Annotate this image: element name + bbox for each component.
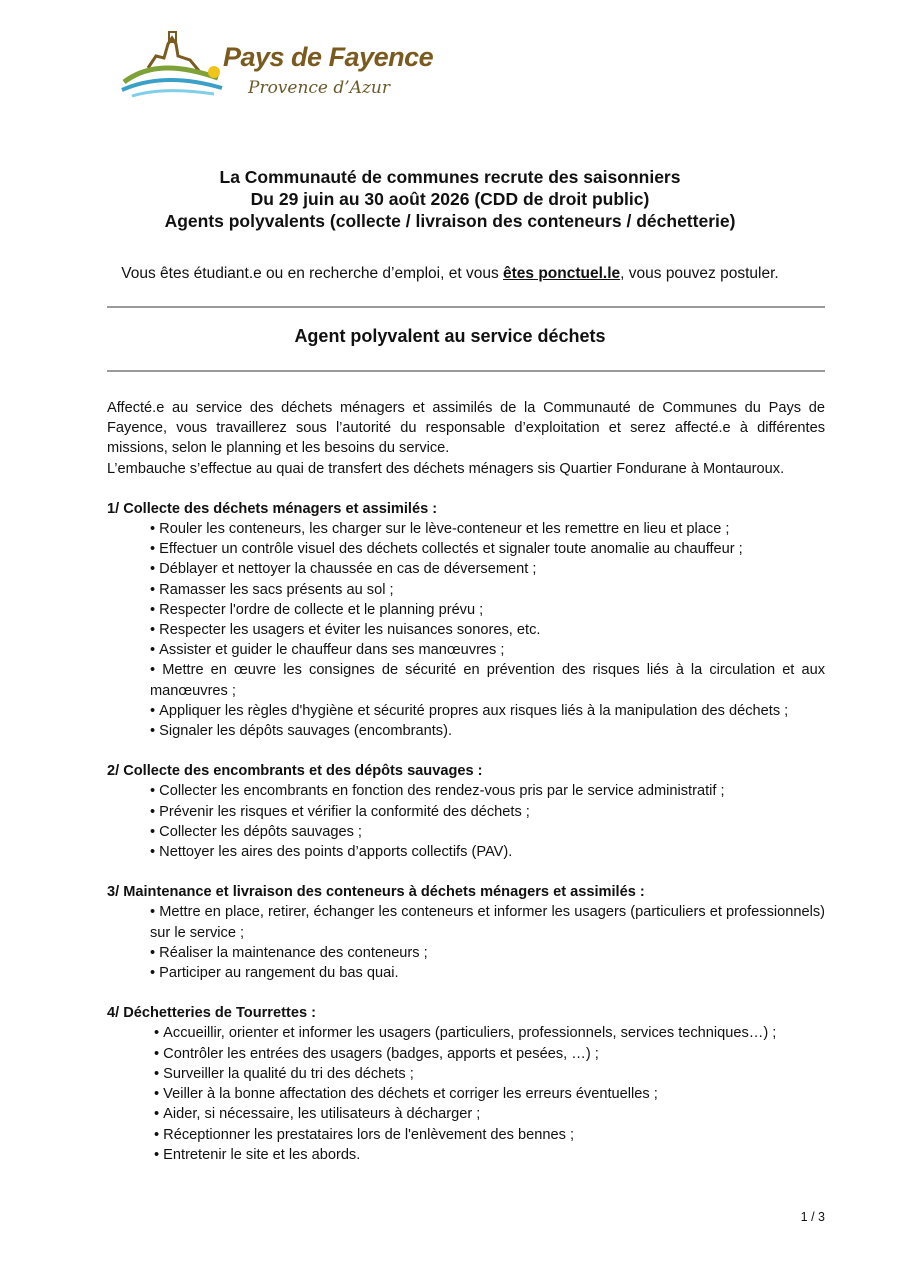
logo-subtitle: Provence d’Azur	[248, 78, 390, 98]
document-header	[0, 166, 900, 232]
logo-title: Pays de Fayence	[223, 42, 434, 72]
intro-text-before: Vous êtes étudiant.e ou en recherche d’emploi, et vous	[121, 265, 503, 282]
list-item: • Réceptionner les prestataires lors de l'enlèvement des bennes ;	[154, 1125, 825, 1145]
section-heading: 4/ Déchetteries de Tourrettes :	[107, 1005, 316, 1022]
section-title: Agent polyvalent au service déchets	[294, 326, 606, 346]
list-item: • Déblayer et nettoyer la chaussée en cas de déversement ;	[150, 559, 825, 579]
list-item: • Collecter les dépôts sauvages ;	[150, 822, 825, 842]
list-item: • Mettre en place, retirer, échanger les conteneurs et informer les usagers (particuliers et professionnels) sur le service ;	[150, 902, 825, 942]
list-item: • Prévenir les risques et vérifier la conformité des déchets ;	[150, 802, 825, 822]
section-maintenance-conteneurs	[107, 882, 825, 983]
description-paragraph-2: L’embauche s’effectue au quai de transfert des déchets ménagers sis Quartier Fondurane à Montauroux.	[107, 460, 785, 477]
list-item: • Accueillir, orienter et informer les usagers (particuliers, professionnels, services techniques…) ;	[154, 1023, 825, 1043]
logo-emblem-icon	[118, 28, 228, 108]
list-item: • Réaliser la maintenance des conteneurs ;	[150, 943, 825, 963]
intro-emphasis: êtes ponctuel.le	[503, 265, 621, 282]
pays-de-fayence-logo	[118, 28, 438, 108]
section-collecte-menagers	[107, 499, 825, 741]
section-encombrants	[107, 761, 825, 862]
list-item: • Collecter les encombrants en fonction des rendez-vous pris par le service administratif ;	[150, 781, 825, 801]
list-item: • Surveiller la qualité du tri des déchets ;	[154, 1064, 825, 1084]
intro-text-after: , vous pouvez postuler.	[620, 265, 779, 282]
list-item: • Aider, si nécessaire, les utilisateurs à décharger ;	[154, 1104, 825, 1124]
description-paragraph-1: Affecté.e au service des déchets ménagers et assimilés de la Communauté de Communes du Pays de Fayence, vous travaillerez sous l’autorité du responsable d’exploitation et serez affecté.e à différentes missions, selon le planning et les besoins du service.	[107, 400, 825, 457]
section-heading: 3/ Maintenance et livraison des conteneurs à déchets ménagers et assimilés :	[107, 884, 645, 901]
list-item: • Nettoyer les aires des points d’apports collectifs (PAV).	[150, 842, 825, 862]
task-list	[107, 902, 825, 983]
list-item: • Rouler les conteneurs, les charger sur le lève-conteneur et les remettre en lieu et place ;	[150, 519, 825, 539]
section-heading: 2/ Collecte des encombrants et des dépôts sauvages :	[107, 763, 483, 780]
list-item: • Mettre en œuvre les consignes de sécurité en prévention des risques liés à la circulation et aux manœuvres ;	[150, 660, 825, 700]
task-list	[107, 1023, 825, 1164]
divider-bottom	[107, 370, 825, 372]
intro-line	[0, 265, 900, 283]
list-item: • Participer au rangement du bas quai.	[150, 963, 825, 983]
section-heading: 1/ Collecte des déchets ménagers et assimilés :	[107, 500, 438, 517]
list-item: • Effectuer un contrôle visuel des déchets collectés et signaler toute anomalie au chauffeur ;	[150, 539, 825, 559]
section-dechetteries	[107, 1003, 825, 1165]
list-item: • Respecter les usagers et éviter les nuisances sonores, etc.	[150, 620, 825, 640]
description	[107, 398, 825, 479]
list-item: • Assister et guider le chauffeur dans ses manœuvres ;	[150, 640, 825, 660]
task-list	[107, 781, 825, 862]
divider-top	[107, 306, 825, 308]
list-item: • Appliquer les règles d'hygiène et sécurité propres aux risques liés à la manipulation des déchets ;	[150, 701, 825, 721]
list-item: • Entretenir le site et les abords.	[154, 1145, 825, 1165]
document-body	[107, 398, 825, 1165]
list-item: • Ramasser les sacs présents au sol ;	[150, 580, 825, 600]
task-list	[107, 519, 825, 741]
header-line-1: La Communauté de communes recrute des saisonniers	[219, 167, 681, 187]
list-item: • Contrôler les entrées des usagers (badges, apports et pesées, …) ;	[154, 1044, 825, 1064]
list-item: • Signaler les dépôts sauvages (encombrants).	[150, 721, 825, 741]
list-item: • Veiller à la bonne affectation des déchets et corriger les erreurs éventuelles ;	[154, 1084, 825, 1104]
list-item: • Respecter l'ordre de collecte et le planning prévu ;	[150, 600, 825, 620]
header-line-2: Du 29 juin au 30 août 2026 (CDD de droit public)	[250, 189, 650, 209]
header-line-3: Agents polyvalents (collecte / livraison des conteneurs / déchetterie)	[164, 211, 736, 231]
page-number: 1 / 3	[800, 1210, 825, 1224]
